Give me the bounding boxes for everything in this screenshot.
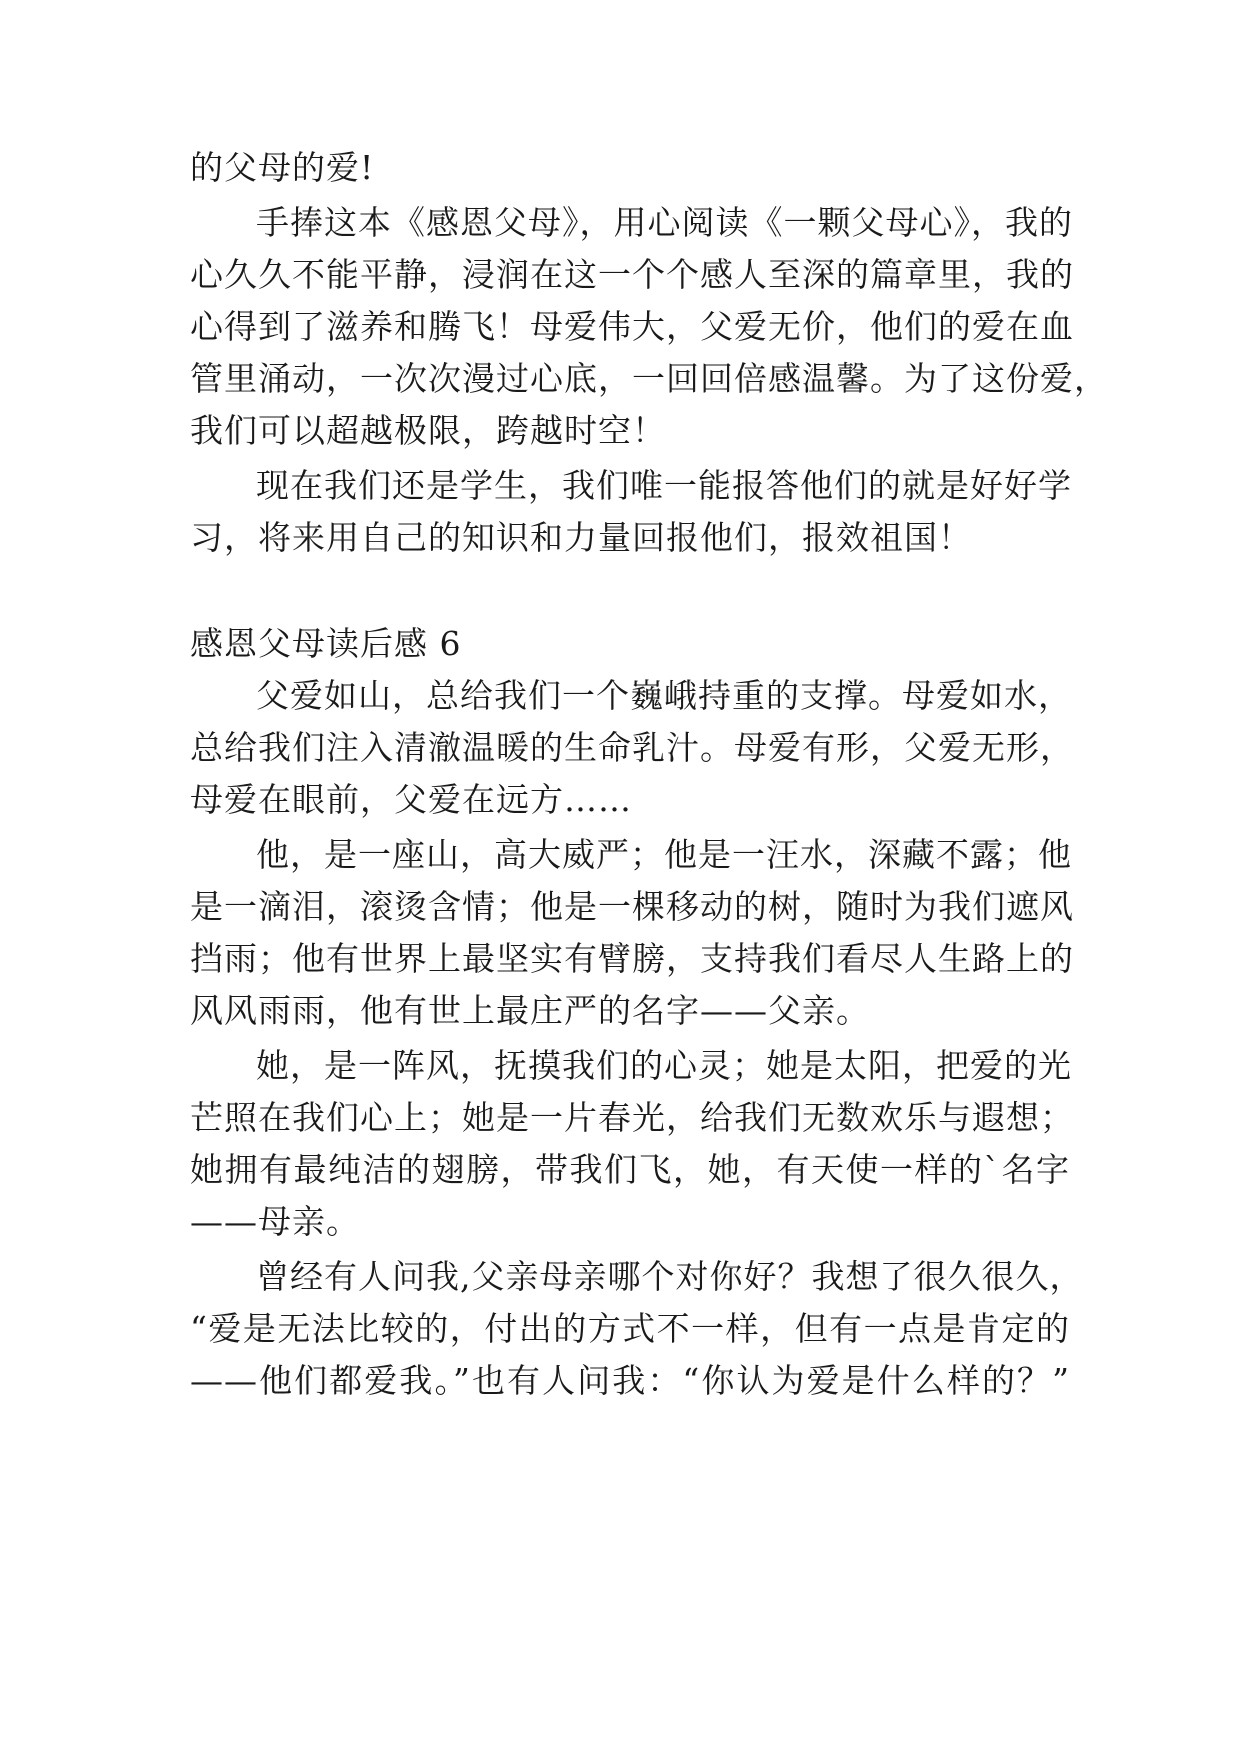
text-line: 芒照在我们心上；她是一片春光，给我们无数欢乐与遐想；: [190, 1098, 1074, 1137]
text-line: 我们可以超越极限，跨越时空！: [190, 411, 666, 450]
text-line: 母爱在眼前，父爱在远方……: [190, 780, 632, 819]
paragraph-first-line: 她，是一阵风，抚摸我们的心灵；她是太阳，把爱的光: [256, 1046, 1072, 1085]
paragraph-first-line: 他，是一座山，高大威严；他是一汪水，深藏不露；他: [256, 835, 1072, 874]
paragraph-first-line: 曾经有人问我,父亲母亲哪个对你好？我想了很久很久，: [256, 1257, 1084, 1296]
text-line: 心久久不能平静，浸润在这一个个感人至深的篇章里，我的: [190, 255, 1074, 294]
text-line: 她拥有最纯洁的翅膀，带我们飞，她，有天使一样的`名字: [190, 1150, 1070, 1189]
text-line: 心得到了滋养和腾飞！母爱伟大，父爱无价，他们的爱在血: [190, 307, 1074, 346]
text-line: 是一滴泪，滚烫含情；他是一棵移动的树，随时为我们遮风: [190, 887, 1074, 926]
text-line: 管里涌动，一次次漫过心底，一回回倍感温馨。为了这份爱，: [190, 359, 1108, 398]
text-line: 挡雨；他有世界上最坚实有臂膀，支持我们看尽人生路上的: [190, 939, 1074, 978]
text-line: 总给我们注入清澈温暖的生命乳汁。母爱有形，父爱无形，: [190, 728, 1074, 767]
text-line: “爱是无法比较的，付出的方式不一样，但有一点是肯定的: [190, 1309, 1070, 1348]
text-line: ——母亲。: [190, 1202, 360, 1241]
text-line: ——他们都爱我。”也有人问我：“你认为爱是什么样的？”: [190, 1361, 1070, 1400]
paragraph-first-line: 现在我们还是学生，我们唯一能报答他们的就是好好学: [256, 466, 1072, 505]
section-heading: 感恩父母读后感 6: [190, 624, 462, 663]
paragraph-first-line: 父爱如山，总给我们一个巍峨持重的支撑。母爱如水，: [256, 676, 1072, 715]
paragraph-first-line: 手捧这本《感恩父母》，用心阅读《一颗父母心》，我的: [256, 203, 1073, 242]
text-line: 习，将来用自己的知识和力量回报他们，报效祖国！: [190, 518, 972, 557]
text-line: 风风雨雨，他有世上最庄严的名字——父亲。: [190, 991, 870, 1030]
text-line: 的父母的爱!: [190, 148, 375, 187]
